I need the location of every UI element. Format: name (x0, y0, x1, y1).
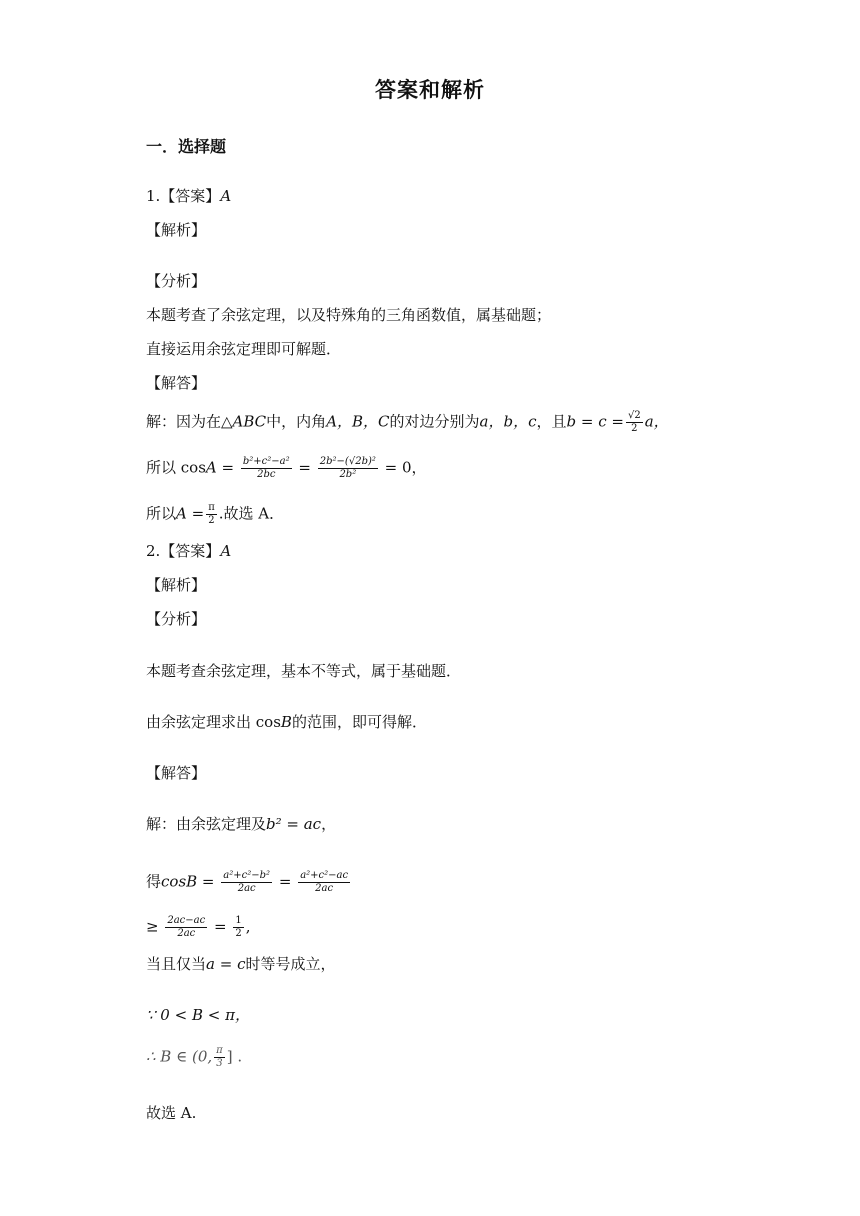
math-eq: b² = ac (266, 815, 322, 833)
text: 的范围，即可得解． (291, 713, 427, 731)
text: 所以 (146, 504, 177, 523)
fraction (626, 410, 643, 435)
equals: = (298, 458, 311, 477)
text: 由余弦定理求出 cos (146, 713, 281, 731)
frac-num: √2 (627, 410, 641, 421)
frac-den: 3 (216, 1058, 223, 1069)
equals: = (278, 872, 292, 891)
q2-solution-line7: 故选 A. (146, 1104, 197, 1122)
q2-fenxi: 【分析】 (146, 610, 207, 628)
math-eq: ∴ B ∈ (0, (146, 1047, 213, 1066)
q2-answer-value: A (220, 542, 232, 560)
q1-solution-line3 (146, 502, 284, 527)
fraction (214, 1045, 225, 1070)
q1-solution-line1 (146, 410, 669, 435)
frac-den: 2 (208, 515, 215, 526)
frac-num: a²+c²−b² (223, 870, 271, 881)
frac-den: 2ac (177, 928, 196, 939)
q2-solution-line4 (146, 954, 335, 974)
frac-num: a²+c²−ac (300, 870, 349, 881)
q2-fenxi-line1: 本题考查余弦定理，基本不等式，属于基础题． (146, 662, 462, 680)
text: 中，内角 (266, 412, 327, 431)
q2-solution-line5: ∵ 0 < B < π， (146, 1006, 250, 1024)
frac-num: 1 (235, 915, 242, 926)
text: 得 (146, 872, 162, 891)
math-eq: cosB = (161, 872, 215, 891)
frac-den: 2 (631, 423, 638, 434)
math-end: = 0， (384, 458, 427, 477)
fraction (221, 870, 272, 895)
math-eq: b = c = (566, 412, 624, 431)
text: , (245, 917, 251, 936)
fraction (233, 915, 243, 940)
text: ，且 (536, 412, 567, 431)
frac-den: 2 (235, 928, 242, 939)
q1-solution-line2 (146, 456, 427, 481)
frac-num: π (216, 1045, 223, 1056)
frac-num: b²+c²−a² (242, 456, 290, 467)
q1-jiexi: 【解析】 (146, 221, 207, 239)
q2-solution-line6 (146, 1045, 242, 1070)
text: 所以 cos (146, 458, 206, 477)
fraction (241, 456, 292, 481)
fraction (206, 502, 217, 527)
q2-jieda: 【解答】 (146, 764, 207, 782)
q1-fenxi-line2: 直接运用余弦定理即可解题． (146, 340, 342, 358)
q2-jiexi: 【解析】 (146, 576, 207, 594)
q2-solution-line3 (146, 915, 251, 940)
fraction (165, 915, 207, 940)
q1-fenxi: 【分析】 (146, 272, 207, 290)
math-end: a， (644, 412, 669, 431)
text: 的对边分别为 (389, 412, 480, 431)
frac-num: 2ac−ac (167, 915, 206, 926)
math-triangle: △ABC (221, 412, 267, 431)
text: 解：由余弦定理及 (146, 815, 267, 833)
section-heading: 一．选择题 (146, 137, 227, 156)
frac-den: 2bc (257, 469, 276, 480)
frac-num: π (208, 502, 215, 513)
math-eq: a = c (206, 955, 246, 973)
equals: = (214, 917, 227, 936)
math-eq: A = (176, 504, 205, 523)
equals: = (221, 458, 235, 477)
fraction (298, 870, 350, 895)
q1-jieda: 【解答】 (146, 374, 207, 392)
text: ， (321, 815, 337, 833)
frac-num: 2b²−(√2b)² (319, 456, 376, 467)
math-sides: a，b，c (479, 412, 537, 431)
text: .故选 A． (218, 504, 285, 523)
text: ] . (226, 1047, 243, 1066)
page-title: 答案和解析 (375, 77, 485, 102)
math-var: B (280, 713, 292, 731)
text: 当且仅当 (146, 955, 207, 973)
q2-solution-line2 (146, 870, 352, 895)
q2-answer-label: 2.【答案】 (146, 542, 221, 560)
geq: ≥ (146, 917, 159, 936)
q2-answer (146, 541, 231, 561)
q1-fenxi-line1: 本题考查了余弦定理，以及特殊角的三角函数值，属基础题； (146, 306, 552, 324)
frac-den: 2ac (237, 883, 256, 894)
q1-answer (146, 186, 231, 206)
frac-den: 2b² (339, 469, 357, 480)
q2-solution-line1 (146, 814, 336, 834)
text: 时等号成立， (245, 955, 336, 973)
q2-fenxi-line2 (146, 712, 427, 732)
math-var: A (205, 458, 217, 477)
frac-den: 2ac (315, 883, 334, 894)
q1-answer-label: 1.【答案】 (146, 187, 221, 205)
q1-answer-value: A (220, 187, 232, 205)
fraction (318, 456, 378, 481)
text: 解：因为在 (146, 412, 222, 431)
math-angles: A，B，C (326, 412, 390, 431)
